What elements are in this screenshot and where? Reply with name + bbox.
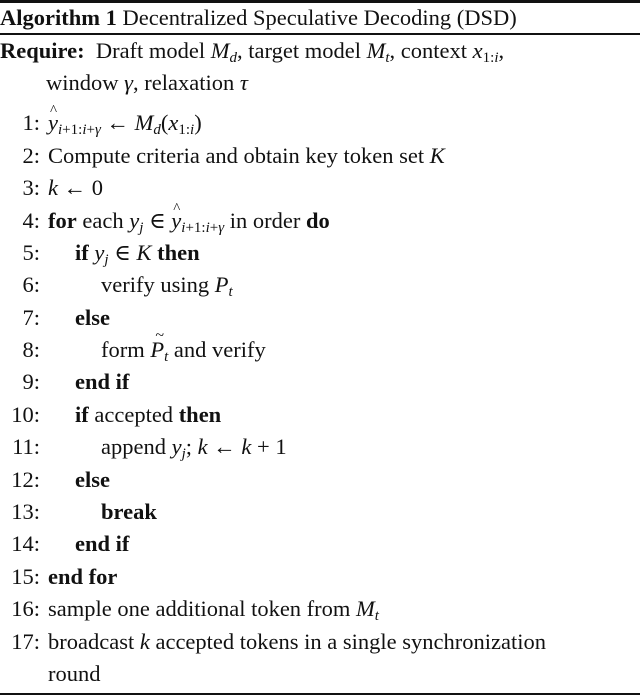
keyword: break [101, 499, 157, 524]
text: append [101, 434, 166, 459]
line-number: 16: [11, 596, 40, 621]
algorithm-caption [0, 3, 517, 33]
algo-line-16: 16: sample one additional token from $M_t$ [0, 593, 40, 625]
algo-line-8: 8: form ~ $P_t$ and verify [0, 334, 40, 366]
algorithm-label: Algorithm 1 [0, 5, 117, 30]
algo-line-6: 6: verify using $P_t$ [0, 269, 40, 301]
algo-line-17: 17: broadcast k accepted tokens in a single synchronization [0, 626, 40, 658]
require-line-2: window γ, relaxation τ [46, 70, 248, 95]
line-number: 9: [22, 369, 40, 394]
keyword: do [306, 208, 330, 233]
line-number: 12: [11, 467, 40, 492]
algorithm-title: Decentralized Speculative Decoding (DSD) [122, 5, 517, 30]
line-number: 2: [22, 143, 40, 168]
line-number: 13: [11, 499, 40, 524]
require-line-1: Require: Draft model $M_d$, target model $M_t$, context $x_{1:i}$, [0, 38, 505, 66]
line-number: 3: [22, 175, 40, 200]
algo-line-1: 1: ^ $y_{i+1:i+\gamma}$ ← $M_d(x_{1:i})$ [0, 107, 40, 139]
line-number: 17: [11, 629, 40, 654]
keyword: else [75, 305, 110, 330]
text: and verify [173, 337, 266, 362]
text: round [48, 661, 101, 686]
line-number: 7: [22, 305, 40, 330]
require-keyword: Require: [0, 38, 85, 63]
algo-line-15 [0, 561, 118, 593]
line-number: 10: [11, 402, 40, 427]
keyword: then [178, 402, 222, 427]
text: relaxation [144, 70, 235, 95]
line-number: 6: [22, 272, 40, 297]
text: Draft model [95, 38, 206, 63]
text: broadcast [48, 629, 135, 654]
keyword: if [75, 240, 89, 265]
keyword: end if [75, 369, 130, 394]
algo-line-5: 5: if $y_j$ ∈ K then [0, 237, 40, 269]
text: form [101, 337, 145, 362]
keyword: end if [75, 531, 130, 556]
text: verify using [101, 272, 210, 297]
algo-line-12 [0, 464, 110, 496]
algo-line-14 [0, 528, 130, 560]
keyword: if [75, 402, 89, 427]
line-number: 4: [22, 208, 40, 233]
bottom-rule [0, 693, 640, 695]
line-number: 11: [12, 434, 40, 459]
text: accepted tokens in a single synchronization [155, 629, 546, 654]
keyword: end for [48, 564, 118, 589]
line-number: 15: [11, 564, 40, 589]
algo-line-2: 2: Compute criteria and obtain key token set K [0, 140, 40, 172]
text: sample one additional token from [48, 596, 351, 621]
algo-line-3: 3: k ← 0 [0, 172, 40, 204]
algo-line-11: 11: append $y_j$; k ← k + 1 [0, 431, 40, 463]
algo-line-4: 4: for each $y_j$ ∈ ^ $y_{i+1:i+\gamma}$ in order do [0, 205, 40, 237]
algo-line-7 [0, 302, 110, 334]
algo-line-17-cont [48, 658, 101, 690]
line-number: 5: [22, 240, 40, 265]
text: Compute criteria and obtain key token set [48, 143, 425, 168]
line-number: 8: [22, 337, 40, 362]
line-number: 1: [22, 110, 40, 135]
keyword: else [75, 467, 110, 492]
text: in order [229, 208, 301, 233]
algo-line-10 [0, 399, 222, 431]
algo-line-13 [0, 496, 157, 528]
algo-line-9 [0, 366, 130, 398]
text: context [400, 38, 468, 63]
text: accepted [94, 402, 174, 427]
text: target model [248, 38, 361, 63]
text: window [46, 70, 119, 95]
keyword: then [157, 240, 200, 265]
text: each [82, 208, 124, 233]
keyword: for [48, 208, 77, 233]
line-number: 14: [11, 531, 40, 556]
